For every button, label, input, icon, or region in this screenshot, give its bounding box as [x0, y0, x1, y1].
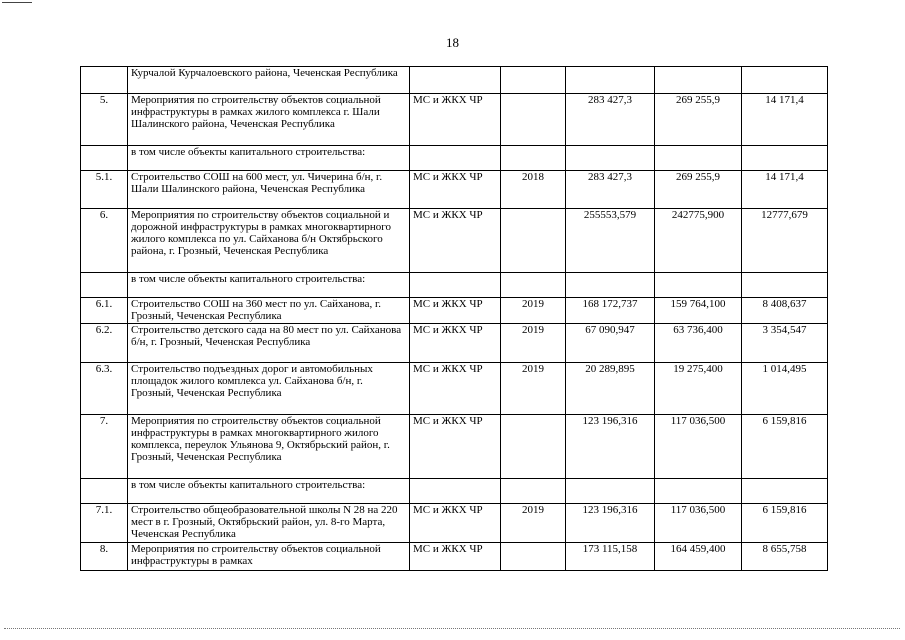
row-regional	[742, 273, 828, 298]
row-year	[501, 415, 566, 479]
row-federal	[655, 273, 742, 298]
table-row	[81, 146, 828, 171]
row-year: 2019	[501, 324, 566, 363]
row-name: в том числе объекты капитального строительства:	[128, 273, 410, 298]
row-responsible: МС и ЖКХ ЧР	[410, 543, 501, 571]
row-number: 5.	[81, 94, 128, 146]
row-regional: 8 655,758	[742, 543, 828, 571]
row-total: 283 427,3	[566, 171, 655, 209]
row-total: 168 172,737	[566, 298, 655, 324]
row-federal: 159 764,100	[655, 298, 742, 324]
row-name: Строительство СОШ на 360 мест по ул. Сайханова, г. Грозный, Чеченская Республика	[128, 298, 410, 324]
row-name: Строительство подъездных дорог и автомобильных площадок жилого комплекса ул. Сайханова б/н, г. Грозный, Чеченская Республика	[128, 363, 410, 415]
row-name: Курчалой Курчалоевского района, Чеченская Республика	[128, 67, 410, 94]
row-responsible: МС и ЖКХ ЧР	[410, 171, 501, 209]
table-row	[81, 94, 828, 146]
row-federal: 117 036,500	[655, 504, 742, 543]
row-total: 173 115,158	[566, 543, 655, 571]
table-row	[81, 273, 828, 298]
row-responsible	[410, 479, 501, 504]
row-number	[81, 146, 128, 171]
row-year: 2019	[501, 363, 566, 415]
row-number: 7.1.	[81, 504, 128, 543]
row-regional: 14 171,4	[742, 94, 828, 146]
row-name: Строительство общеобразовательной школы N 28 на 220 мест в г. Грозный, Октябрьский район, ул. 8-го Марта, Чеченская Республика	[128, 504, 410, 543]
row-federal: 164 459,400	[655, 543, 742, 571]
row-number: 6.	[81, 209, 128, 273]
row-number: 6.1.	[81, 298, 128, 324]
row-name: в том числе объекты капитального строительства:	[128, 479, 410, 504]
table-row	[81, 479, 828, 504]
table-row	[81, 415, 828, 479]
row-year	[501, 543, 566, 571]
row-total: 283 427,3	[566, 94, 655, 146]
row-responsible: МС и ЖКХ ЧР	[410, 363, 501, 415]
row-federal: 269 255,9	[655, 171, 742, 209]
row-federal: 117 036,500	[655, 415, 742, 479]
row-total: 67 090,947	[566, 324, 655, 363]
row-responsible: МС и ЖКХ ЧР	[410, 504, 501, 543]
table-body	[81, 67, 828, 571]
row-regional: 8 408,637	[742, 298, 828, 324]
row-total: 123 196,316	[566, 415, 655, 479]
table-row	[81, 363, 828, 415]
row-federal	[655, 146, 742, 171]
row-name: Мероприятия по строительству объектов социальной инфраструктуры в рамках	[128, 543, 410, 571]
table-row	[81, 209, 828, 273]
row-year: 2019	[501, 504, 566, 543]
scan-mark	[2, 2, 32, 3]
row-year	[501, 67, 566, 94]
row-total: 123 196,316	[566, 504, 655, 543]
row-total	[566, 146, 655, 171]
row-total: 255553,579	[566, 209, 655, 273]
row-name: Мероприятия по строительству объектов социальной инфраструктуры в рамках жилого комплекса г. Шали Шалинского района, Чеченская Республика	[128, 94, 410, 146]
row-regional: 6 159,816	[742, 504, 828, 543]
row-federal: 19 275,400	[655, 363, 742, 415]
row-name: Строительство СОШ на 600 мест, ул. Чичерина б/н, г. Шали Шалинского района, Чеченская Республика	[128, 171, 410, 209]
row-name: Строительство детского сада на 80 мест по ул. Сайханова б/н, г. Грозный, Чеченская Республика	[128, 324, 410, 363]
row-responsible: МС и ЖКХ ЧР	[410, 415, 501, 479]
row-number	[81, 479, 128, 504]
row-federal: 269 255,9	[655, 94, 742, 146]
row-responsible: МС и ЖКХ ЧР	[410, 324, 501, 363]
row-regional: 12777,679	[742, 209, 828, 273]
table-row	[81, 543, 828, 571]
row-responsible	[410, 67, 501, 94]
table-row	[81, 504, 828, 543]
row-responsible: МС и ЖКХ ЧР	[410, 298, 501, 324]
row-year	[501, 273, 566, 298]
row-regional	[742, 146, 828, 171]
row-regional: 14 171,4	[742, 171, 828, 209]
row-total	[566, 67, 655, 94]
row-number: 8.	[81, 543, 128, 571]
row-number	[81, 273, 128, 298]
row-total	[566, 479, 655, 504]
row-number	[81, 67, 128, 94]
row-regional	[742, 67, 828, 94]
row-number: 5.1.	[81, 171, 128, 209]
row-number: 6.3.	[81, 363, 128, 415]
row-year: 2019	[501, 298, 566, 324]
row-number: 6.2.	[81, 324, 128, 363]
row-year	[501, 479, 566, 504]
table-row	[81, 67, 828, 94]
page-number: 18	[446, 35, 459, 50]
row-regional: 1 014,495	[742, 363, 828, 415]
row-regional: 3 354,547	[742, 324, 828, 363]
row-name: Мероприятия по строительству объектов социальной и дорожной инфраструктуры в рамках многоквартирного жилого комплекса по ул. Сайханова б/н Октябрьского района, г. Грозный, Чеченская Республика	[128, 209, 410, 273]
row-regional	[742, 479, 828, 504]
row-total	[566, 273, 655, 298]
table-row	[81, 171, 828, 209]
row-responsible: МС и ЖКХ ЧР	[410, 209, 501, 273]
row-year	[501, 94, 566, 146]
table-row	[81, 298, 828, 324]
row-responsible: МС и ЖКХ ЧР	[410, 94, 501, 146]
row-total: 20 289,895	[566, 363, 655, 415]
row-federal	[655, 479, 742, 504]
row-year	[501, 209, 566, 273]
table-row	[81, 324, 828, 363]
row-federal: 63 736,400	[655, 324, 742, 363]
row-regional: 6 159,816	[742, 415, 828, 479]
row-name: Мероприятия по строительству объектов социальной инфраструктуры в рамках многоквартирного жилого комплекса, переулок Ульянова 9, Октябрьский район, г. Грозный, Чеченская Республика	[128, 415, 410, 479]
row-year	[501, 146, 566, 171]
row-federal	[655, 67, 742, 94]
scan-noise	[4, 628, 900, 631]
program-table	[80, 66, 828, 571]
row-responsible	[410, 273, 501, 298]
row-name: в том числе объекты капитального строительства:	[128, 146, 410, 171]
row-responsible	[410, 146, 501, 171]
row-year: 2018	[501, 171, 566, 209]
row-number: 7.	[81, 415, 128, 479]
row-federal: 242775,900	[655, 209, 742, 273]
